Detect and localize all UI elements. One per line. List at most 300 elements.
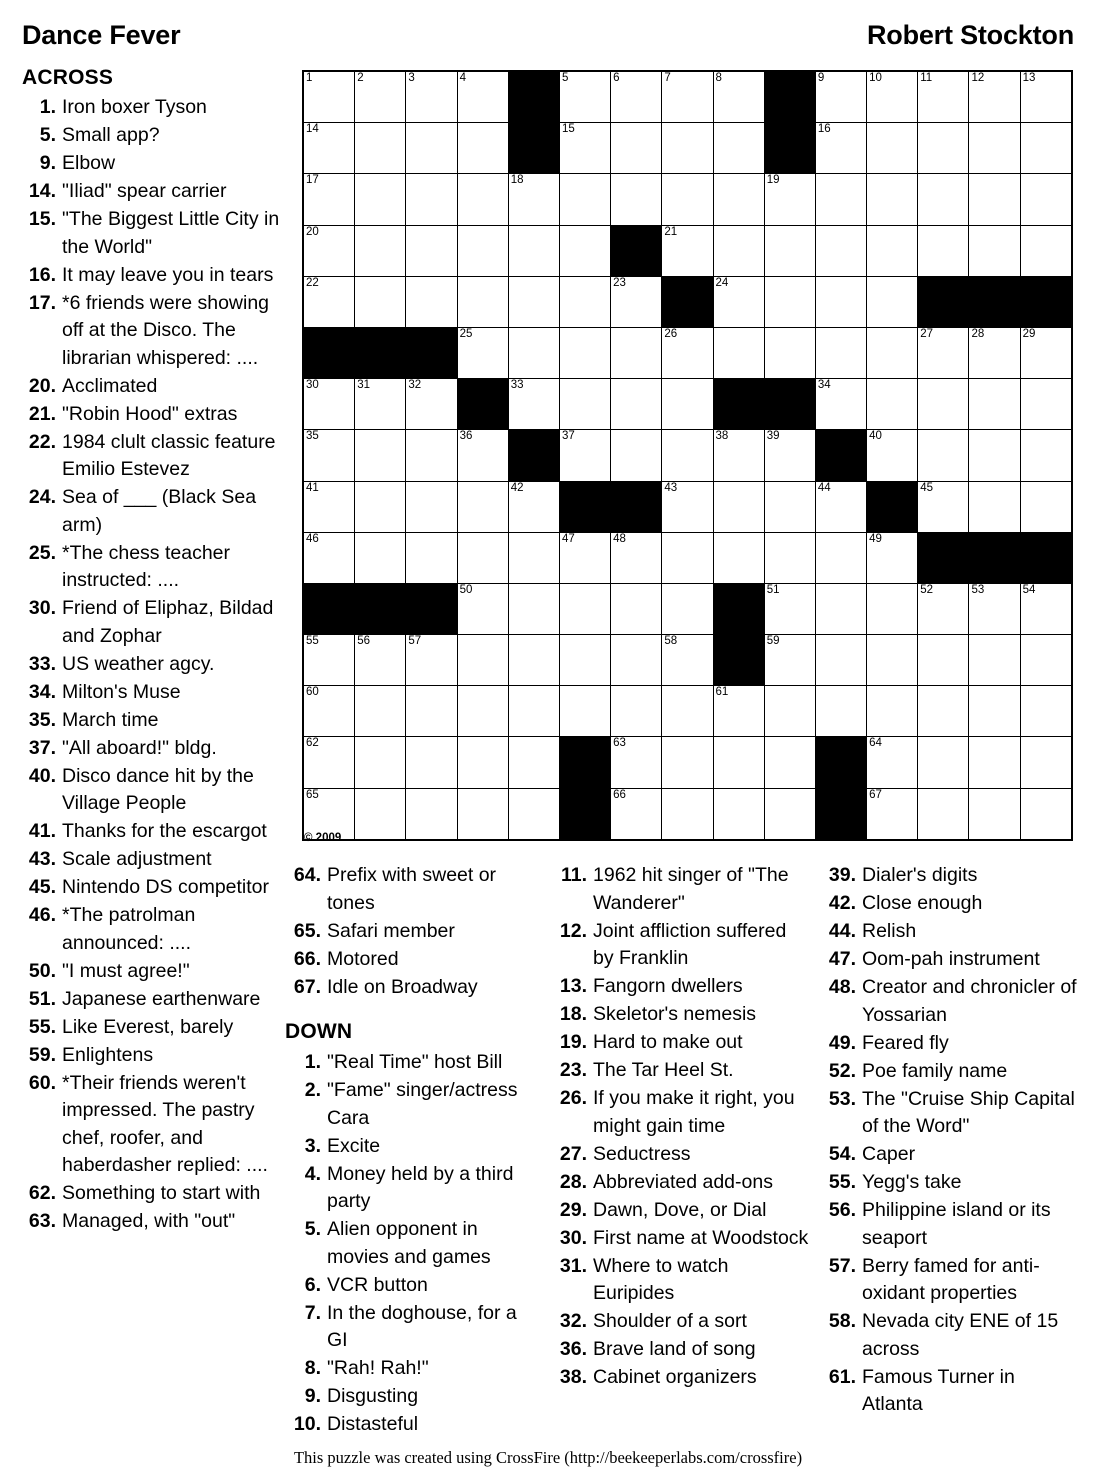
clue-item — [285, 1272, 535, 1300]
grid-cell[interactable] — [713, 276, 764, 327]
grid-cell[interactable] — [508, 737, 559, 788]
clue-number: 67. — [293, 975, 321, 998]
clue-item — [820, 1030, 1078, 1058]
clue-item — [820, 1253, 1078, 1308]
grid-cell-number: 35 — [306, 430, 319, 443]
grid-cell[interactable] — [867, 583, 918, 634]
grid-cell[interactable] — [662, 686, 713, 737]
grid-cell[interactable] — [355, 276, 406, 327]
clue-text: Safari member — [327, 919, 455, 942]
grid-cell[interactable] — [713, 788, 764, 840]
grid-cell-number: 36 — [459, 430, 473, 443]
clue-text: Dawn, Dove, or Dial — [593, 1198, 767, 1221]
grid-cell[interactable] — [867, 276, 918, 327]
grid-cell[interactable] — [713, 430, 764, 481]
grid-cell[interactable] — [969, 123, 1020, 174]
grid-cell[interactable] — [406, 481, 457, 532]
grid-cell-number: 26 — [664, 327, 678, 340]
grid-cell-block — [406, 327, 457, 378]
grid-cell[interactable] — [764, 737, 815, 788]
grid-cell-number: 49 — [869, 532, 882, 545]
grid-cell-block — [508, 71, 559, 123]
grid-cell-block — [457, 379, 508, 430]
grid-cell[interactable] — [815, 123, 866, 174]
across-heading: ACROSS — [22, 66, 114, 89]
clue-text: Poe family name — [862, 1059, 1008, 1082]
grid-cell[interactable] — [764, 225, 815, 276]
grid-cell-block — [508, 123, 559, 174]
grid-cell[interactable] — [969, 583, 1020, 634]
grid-cell[interactable] — [355, 788, 406, 840]
grid-cell[interactable] — [764, 686, 815, 737]
grid-cell[interactable] — [1020, 123, 1072, 174]
clue-number: 46. — [28, 904, 56, 926]
grid-cell[interactable] — [969, 788, 1020, 840]
grid-cell[interactable] — [303, 123, 355, 174]
grid-cell[interactable] — [1020, 327, 1072, 378]
grid-cell[interactable] — [406, 430, 457, 481]
grid-cell[interactable] — [355, 379, 406, 430]
grid-cell[interactable] — [867, 686, 918, 737]
grid-cell-number: 65 — [306, 788, 319, 801]
grid-cell[interactable] — [662, 737, 713, 788]
grid-cell[interactable] — [918, 788, 969, 840]
grid-cell[interactable] — [559, 686, 610, 737]
grid-cell[interactable] — [559, 225, 610, 276]
grid-cell[interactable] — [764, 327, 815, 378]
clue-item — [285, 1383, 535, 1411]
grid-cell[interactable] — [355, 532, 406, 583]
grid-cell[interactable] — [713, 71, 764, 123]
grid-cell[interactable] — [457, 276, 508, 327]
clue-item — [285, 1161, 535, 1216]
grid-cell-number: 55 — [306, 635, 319, 648]
clue-item — [551, 862, 809, 917]
grid-row — [303, 71, 1072, 123]
grid-cell[interactable] — [457, 327, 508, 378]
grid-cell[interactable] — [867, 737, 918, 788]
grid-cell[interactable] — [611, 276, 662, 327]
clue-text: First name at Woodstock — [593, 1226, 809, 1249]
clue-number: 31. — [559, 1254, 587, 1277]
grid-cell[interactable] — [508, 174, 559, 225]
grid-cell[interactable] — [457, 737, 508, 788]
grid-cell-number: 20 — [306, 225, 319, 238]
author-name: Robert Stockton — [866, 20, 1074, 50]
clue-item — [22, 1014, 280, 1042]
clue-item — [820, 1197, 1078, 1252]
clue-item — [551, 1253, 809, 1308]
clue-text: *The patrolman announced: .... — [62, 904, 196, 954]
clue-number: 48. — [828, 976, 856, 998]
clue-item — [22, 429, 280, 484]
grid-cell[interactable] — [457, 430, 508, 481]
grid-cell[interactable] — [611, 327, 662, 378]
grid-cell[interactable] — [508, 225, 559, 276]
down-heading: DOWN — [285, 1020, 353, 1043]
grid-cell[interactable] — [867, 635, 918, 686]
grid-cell[interactable] — [1020, 635, 1072, 686]
grid-cell[interactable] — [969, 379, 1020, 430]
grid-cell[interactable] — [457, 635, 508, 686]
grid-cell[interactable] — [303, 276, 355, 327]
grid-cell[interactable] — [713, 123, 764, 174]
grid-cell-number: 10 — [869, 72, 882, 84]
grid-cell[interactable] — [406, 686, 457, 737]
grid-cell[interactable] — [406, 123, 457, 174]
clue-text: Seductress — [593, 1142, 691, 1165]
grid-table[interactable] — [302, 70, 1073, 841]
clue-text: Famous Turner in Atlanta — [862, 1365, 1015, 1415]
grid-cell-number: 17 — [306, 174, 319, 187]
grid-cell[interactable] — [662, 225, 713, 276]
clue-item — [820, 1058, 1078, 1086]
grid-cell[interactable] — [406, 174, 457, 225]
grid-cell[interactable] — [355, 123, 406, 174]
clue-text: Alien opponent in movies and games — [327, 1218, 491, 1268]
grid-cell[interactable] — [406, 225, 457, 276]
grid-cell[interactable] — [559, 635, 610, 686]
grid-cell[interactable] — [355, 430, 406, 481]
clue-number: 7. — [304, 1301, 321, 1324]
clue-text: Money held by a third party — [327, 1162, 514, 1212]
grid-cell-number: 60 — [306, 686, 319, 699]
clue-number: 59. — [28, 1043, 56, 1066]
grid-cell[interactable] — [406, 788, 457, 840]
grid-cell[interactable] — [867, 71, 918, 123]
clue-text: Cabinet organizers — [593, 1366, 757, 1388]
grid-cell[interactable] — [815, 686, 866, 737]
grid-cell[interactable] — [918, 737, 969, 788]
grid-cell[interactable] — [508, 327, 559, 378]
grid-cell[interactable] — [559, 583, 610, 634]
grid-cell[interactable] — [303, 481, 355, 532]
grid-cell[interactable] — [303, 71, 355, 123]
grid-cell[interactable] — [918, 583, 969, 634]
clue-text: It may leave you in tears — [62, 263, 274, 286]
grid-cell[interactable] — [969, 225, 1020, 276]
grid-row — [303, 635, 1072, 686]
clue-text: Excite — [327, 1134, 381, 1157]
clue-text: Philippine island or its seaport — [862, 1199, 1051, 1249]
clue-number: 16. — [28, 263, 56, 286]
grid-cell[interactable] — [303, 379, 355, 430]
grid-cell[interactable] — [457, 532, 508, 583]
grid-row — [303, 737, 1072, 788]
grid-cell[interactable] — [355, 737, 406, 788]
grid-cell[interactable] — [508, 686, 559, 737]
grid-cell[interactable] — [559, 327, 610, 378]
grid-cell[interactable] — [969, 635, 1020, 686]
grid-cell[interactable] — [457, 174, 508, 225]
grid-cell[interactable] — [764, 635, 815, 686]
clue-number: 29. — [559, 1198, 587, 1221]
grid-cell[interactable] — [1020, 583, 1072, 634]
grid-cell[interactable] — [611, 174, 662, 225]
grid-cell[interactable] — [1020, 481, 1072, 532]
grid-cell-block — [713, 583, 764, 634]
grid-cell[interactable] — [969, 686, 1020, 737]
grid-cell[interactable] — [559, 174, 610, 225]
grid-cell-block — [303, 327, 355, 378]
grid-cell[interactable] — [457, 225, 508, 276]
grid-cell[interactable] — [662, 430, 713, 481]
grid-cell[interactable] — [355, 686, 406, 737]
grid-cell[interactable] — [815, 635, 866, 686]
grid-cell[interactable] — [867, 379, 918, 430]
grid-row — [303, 379, 1072, 430]
grid-cell[interactable] — [611, 123, 662, 174]
grid-cell[interactable] — [611, 788, 662, 840]
grid-cell[interactable] — [662, 379, 713, 430]
grid-cell[interactable] — [508, 481, 559, 532]
grid-cell[interactable] — [406, 276, 457, 327]
clue-number: 26. — [559, 1087, 587, 1109]
clue-number: 36. — [559, 1338, 587, 1360]
grid-cell[interactable] — [662, 635, 713, 686]
clue-text: Disgusting — [327, 1385, 419, 1407]
grid-cell[interactable] — [867, 225, 918, 276]
grid-cell-block — [713, 379, 764, 430]
grid-cell[interactable] — [764, 788, 815, 840]
clue-text: Berry famed for anti-oxidant properties — [862, 1254, 1040, 1304]
grid-cell[interactable] — [918, 71, 969, 123]
grid-cell[interactable] — [1020, 686, 1072, 737]
grid-cell[interactable] — [918, 327, 969, 378]
grid-cell[interactable] — [457, 583, 508, 634]
clue-text: Feared fly — [862, 1031, 949, 1054]
clue-number: 32. — [559, 1310, 587, 1332]
grid-cell[interactable] — [918, 174, 969, 225]
grid-cell[interactable] — [611, 379, 662, 430]
clue-number: 52. — [828, 1059, 856, 1082]
clue-text: Oom-pah instrument — [862, 948, 1040, 970]
grid-cell[interactable] — [662, 123, 713, 174]
grid-cell[interactable] — [713, 327, 764, 378]
grid-cell[interactable] — [1020, 174, 1072, 225]
grid-cell[interactable] — [969, 327, 1020, 378]
grid-cell[interactable] — [303, 686, 355, 737]
grid-cell[interactable] — [1020, 225, 1072, 276]
grid-cell[interactable] — [355, 225, 406, 276]
grid-cell[interactable] — [815, 174, 866, 225]
clue-text: Acclimated — [62, 374, 158, 397]
grid-cell[interactable] — [867, 430, 918, 481]
clue-number: 51. — [28, 987, 56, 1010]
grid-cell[interactable] — [303, 174, 355, 225]
grid-cell[interactable] — [713, 737, 764, 788]
grid-cell-number: 30 — [306, 379, 319, 392]
clue-item — [551, 1308, 809, 1336]
grid-cell-block — [355, 583, 406, 634]
grid-cell[interactable] — [969, 174, 1020, 225]
grid-cell[interactable] — [815, 532, 866, 583]
grid-cell[interactable] — [867, 123, 918, 174]
grid-cell[interactable] — [918, 225, 969, 276]
grid-cell[interactable] — [867, 788, 918, 840]
grid-cell[interactable] — [969, 430, 1020, 481]
grid-cell[interactable] — [355, 481, 406, 532]
clue-item — [820, 946, 1078, 974]
clue-text: Like Everest, barely — [62, 1015, 234, 1038]
grid-cell[interactable] — [508, 635, 559, 686]
grid-cell[interactable] — [559, 123, 610, 174]
grid-cell[interactable] — [1020, 71, 1072, 123]
grid-cell[interactable] — [406, 379, 457, 430]
grid-cell[interactable] — [662, 327, 713, 378]
grid-cell[interactable] — [764, 276, 815, 327]
clue-text: Where to watch Euripides — [593, 1254, 729, 1304]
grid-cell-number: 43 — [664, 481, 678, 494]
grid-cell[interactable] — [355, 71, 406, 123]
grid-cell[interactable] — [406, 532, 457, 583]
grid-cell[interactable] — [457, 71, 508, 123]
grid-cell[interactable] — [969, 737, 1020, 788]
grid-row — [303, 583, 1072, 634]
grid-cell[interactable] — [662, 583, 713, 634]
clue-item — [285, 1411, 535, 1439]
grid-cell[interactable] — [457, 686, 508, 737]
grid-cell[interactable] — [662, 788, 713, 840]
grid-cell[interactable] — [918, 686, 969, 737]
grid-cell[interactable] — [1020, 737, 1072, 788]
grid-cell-number: 51 — [766, 583, 780, 596]
bottom-column-1 — [285, 862, 535, 1439]
grid-cell[interactable] — [764, 583, 815, 634]
grid-cell[interactable] — [355, 635, 406, 686]
grid-cell[interactable] — [559, 276, 610, 327]
grid-cell-block — [918, 276, 969, 327]
grid-cell-block — [815, 788, 866, 840]
grid-cell-block — [1020, 532, 1072, 583]
grid-cell[interactable] — [815, 276, 866, 327]
grid-cell-number: 63 — [613, 737, 626, 750]
crossword-grid[interactable] — [302, 70, 1073, 841]
clue-text: "Rah! Rah!" — [327, 1357, 429, 1379]
clue-text: Distasteful — [327, 1413, 419, 1435]
clue-text: *The chess teacher instructed: .... — [62, 541, 231, 591]
grid-cell[interactable] — [815, 583, 866, 634]
grid-cell[interactable] — [764, 174, 815, 225]
grid-cell[interactable] — [559, 430, 610, 481]
clue-item — [285, 1355, 535, 1383]
grid-cell[interactable] — [815, 225, 866, 276]
grid-cell-number: 31 — [357, 379, 370, 392]
clue-text: US weather agcy. — [62, 652, 215, 675]
grid-cell[interactable] — [815, 481, 866, 532]
grid-cell[interactable] — [508, 583, 559, 634]
grid-cell[interactable] — [303, 225, 355, 276]
clue-number: 22. — [28, 430, 56, 453]
grid-cell[interactable] — [867, 532, 918, 583]
clue-item — [285, 1049, 535, 1077]
grid-cell[interactable] — [559, 379, 610, 430]
grid-cell[interactable] — [918, 379, 969, 430]
grid-cell[interactable] — [969, 481, 1020, 532]
grid-cell[interactable] — [867, 174, 918, 225]
grid-cell[interactable] — [611, 532, 662, 583]
grid-cell[interactable] — [457, 481, 508, 532]
grid-cell[interactable] — [1020, 788, 1072, 840]
grid-cell[interactable] — [508, 788, 559, 840]
grid-cell[interactable] — [713, 481, 764, 532]
clue-item — [551, 1057, 809, 1085]
grid-cell[interactable] — [918, 635, 969, 686]
grid-cell[interactable] — [867, 327, 918, 378]
grid-cell[interactable] — [611, 430, 662, 481]
grid-cell[interactable] — [662, 481, 713, 532]
clue-item — [22, 178, 280, 206]
clue-item — [820, 1141, 1078, 1169]
grid-cell[interactable] — [918, 123, 969, 174]
clue-item — [820, 974, 1078, 1029]
grid-cell[interactable] — [611, 635, 662, 686]
grid-cell[interactable] — [969, 71, 1020, 123]
grid-cell[interactable] — [1020, 430, 1072, 481]
grid-cell[interactable] — [303, 532, 355, 583]
grid-cell[interactable] — [303, 635, 355, 686]
grid-cell[interactable] — [713, 225, 764, 276]
grid-cell[interactable] — [508, 532, 559, 583]
grid-cell[interactable] — [457, 123, 508, 174]
grid-cell[interactable] — [303, 430, 355, 481]
grid-cell[interactable] — [1020, 379, 1072, 430]
grid-cell[interactable] — [611, 686, 662, 737]
grid-cell[interactable] — [764, 430, 815, 481]
grid-cell[interactable] — [662, 532, 713, 583]
grid-cell[interactable] — [713, 686, 764, 737]
grid-cell[interactable] — [559, 71, 610, 123]
clue-text: Yegg's take — [862, 1171, 962, 1193]
grid-cell[interactable] — [918, 481, 969, 532]
grid-cell[interactable] — [406, 737, 457, 788]
grid-cell[interactable] — [406, 635, 457, 686]
grid-cell[interactable] — [406, 71, 457, 123]
grid-cell[interactable] — [662, 174, 713, 225]
grid-cell[interactable] — [764, 532, 815, 583]
clue-number: 63. — [28, 1210, 56, 1232]
grid-cell[interactable] — [508, 276, 559, 327]
grid-cell[interactable] — [713, 532, 764, 583]
grid-cell[interactable] — [815, 71, 866, 123]
grid-cell[interactable] — [713, 174, 764, 225]
grid-cell-block — [303, 583, 355, 634]
clue-text: Milton's Muse — [62, 680, 181, 703]
grid-cell[interactable] — [611, 71, 662, 123]
grid-cell[interactable] — [611, 737, 662, 788]
clue-item — [551, 1029, 809, 1057]
grid-cell[interactable] — [611, 583, 662, 634]
clue-item — [820, 1169, 1078, 1197]
clue-number: 55. — [828, 1171, 856, 1193]
grid-cell[interactable] — [918, 430, 969, 481]
grid-cell-number: 32 — [408, 379, 422, 392]
grid-cell[interactable] — [815, 327, 866, 378]
grid-cell[interactable] — [355, 174, 406, 225]
grid-cell[interactable] — [457, 788, 508, 840]
clue-item — [22, 94, 280, 122]
grid-cell[interactable] — [303, 737, 355, 788]
clue-item — [820, 1308, 1078, 1363]
grid-cell-block — [1020, 276, 1072, 327]
grid-cell[interactable] — [662, 71, 713, 123]
grid-cell[interactable] — [508, 379, 559, 430]
grid-cell[interactable] — [559, 532, 610, 583]
grid-cell-number: 46 — [306, 532, 319, 545]
grid-cell[interactable] — [815, 379, 866, 430]
grid-cell[interactable] — [764, 481, 815, 532]
clue-text: Abbreviated add-ons — [593, 1170, 773, 1193]
